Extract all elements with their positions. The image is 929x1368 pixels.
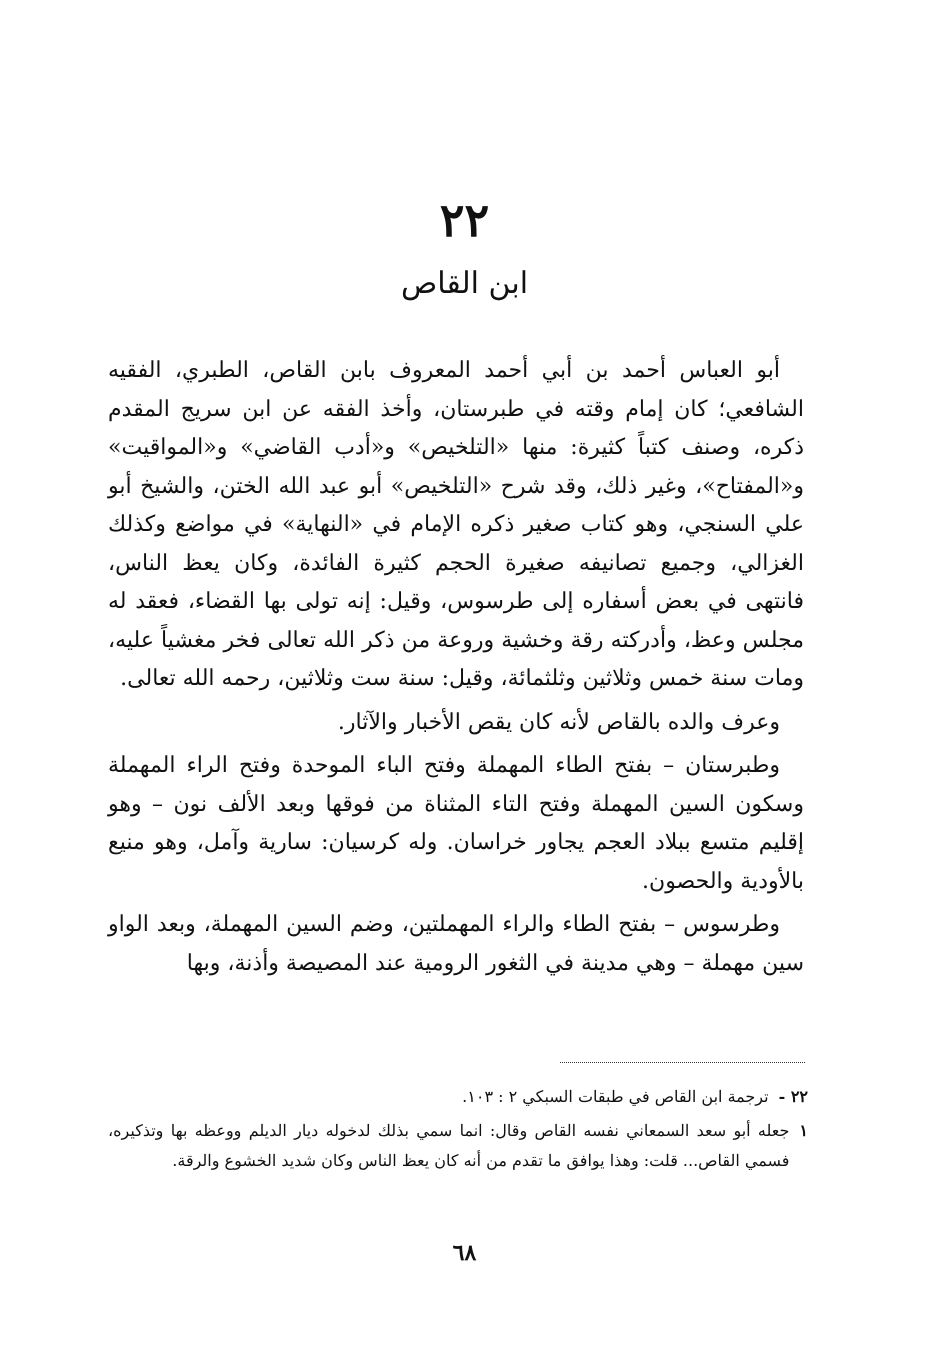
page-number: ٦٨ bbox=[452, 1240, 477, 1266]
footnote-item bbox=[108, 1082, 808, 1112]
chapter-title: ابن القاص bbox=[400, 266, 529, 301]
paragraph-tarsus: وطرسوس – بفتح الطاء والراء المهملتين، وضم السين المهملة، وبعد الواو سين مهملة – وهي مدينة في الثغور الرومية عند المصيصة وأذنة، وبها bbox=[108, 912, 804, 976]
footnote-item bbox=[108, 1116, 808, 1176]
paragraph-tabaristan: وطبرستان – بفتح الطاء المهملة وفتح الباء الموحدة وفتح الراء المهملة وسكون السين المهملة وفتح التاء المثناة من فوقها وبعد الألف نون – وهو إقليم متسع ببلاد العجم يجاور خراسان. وله كرسيان: سارية وآمل، وهو منيع بالأودية والحصون. bbox=[108, 753, 804, 894]
footnote-text: جعله أبو سعد السمعاني نفسه القاص وقال: انما سمي بذلك لدخوله ديار الديلم ووعظه بها وتذكيره، فسمي القاص... قلت: وهذا يوافق ما تقدم من أنه كان يعظ الناس وكان شديد الخشوع والرقة. bbox=[108, 1121, 790, 1170]
body-text bbox=[108, 352, 804, 983]
footnotes bbox=[108, 1082, 808, 1176]
footnote-text: ترجمة ابن القاص في طبقات السبكي ٢ : ١٠٣. bbox=[462, 1087, 769, 1106]
footnote-marker: ١ bbox=[799, 1121, 808, 1140]
paragraph-father-note: وعرف والده بالقاص لأنه كان يقص الأخبار والآثار. bbox=[337, 709, 780, 735]
footnote-marker: ٢٢ - bbox=[778, 1087, 808, 1106]
paragraph-biography: أبو العباس أحمد بن أبي أحمد المعروف بابن القاص، الطبري، الفقيه الشافعي؛ كان إمام وقته في طبرستان، وأخذ الفقه عن ابن سريج المقدم ذكره، وصنف كتباً كثيرة: منها «التلخيص» و«أدب القاضي» و«المواقيت» و«المفتاح»، وغير ذلك، وقد شرح «التلخيص» أبو عبد الله الختن، والشيخ أبو علي السنجي، وهو كتاب صغير ذكره الإمام في «النهاية» في مواضع وكذلك الغزالي، وجميع تصانيفه صغيرة الحجم كثيرة الفائدة، وكان يعظ الناس، فانتهى في بعض أسفاره إلى طرسوس، وقيل: إنه تولى بها القضاء، فعقد له مجلس وعظ، وأدركته رقة وخشية وروعة من ذكر الله تعالى فخر مغشياً عليه، ومات سنة خمس وثلاثين وثلثمائة، وقيل: سنة ست وثلاثين، رحمه الله تعالى. bbox=[108, 358, 804, 691]
footnote-separator bbox=[560, 1062, 805, 1063]
chapter-number: ٢٢ bbox=[439, 193, 490, 247]
